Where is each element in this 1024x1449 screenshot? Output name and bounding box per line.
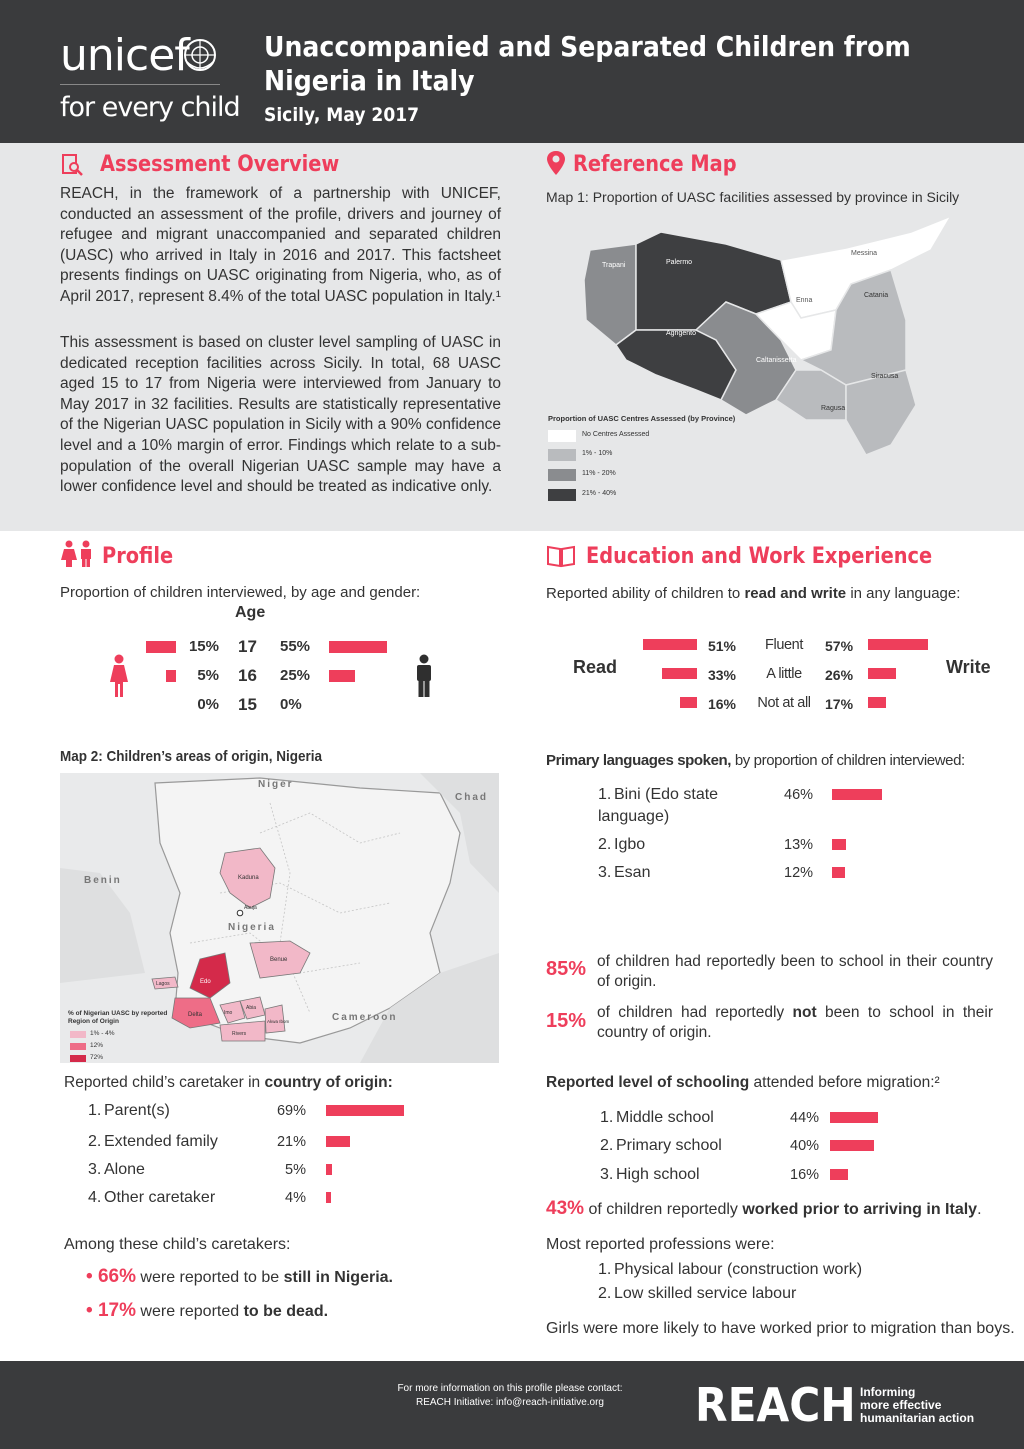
write-pct: 17% <box>825 696 854 712</box>
overview-paragraph-2: This assessment is based on cluster level sampling of UASC in dedicated reception facilities across Sicily. In total, 68 UASC aged 15 to 17 from Nigeria were interviewed from January to May 2017 in 32 facilities. Results are statistically representative of the Nigerian UASC population in Sicily with a 90% confidence level and a 10% margin of error. Findings which relate to a sub-population of the overall Nigerian UASC sample may have a lower confidence level and should be treated as indicative only. <box>60 334 501 496</box>
caretaker-bar <box>326 1136 350 1147</box>
lang-caption-plain: by proportion of children interviewed: <box>731 752 965 769</box>
caretaker-pct: 21% <box>276 1134 306 1150</box>
schooling-label: Primary school <box>616 1137 722 1154</box>
female-bar <box>166 670 176 682</box>
level-caption-plain: attended before migration:² <box>749 1074 940 1091</box>
caretaker-pct: 4% <box>285 1190 306 1206</box>
label-agrigento: Agrigento <box>666 330 696 337</box>
legend-label-none: No Centres Assessed <box>582 431 650 438</box>
logo-divider <box>60 84 220 85</box>
map2-swatch-2 <box>70 1043 86 1050</box>
map2-swatch-1 <box>70 1031 86 1038</box>
legend-label-mid: 11% - 20% <box>582 470 616 477</box>
write-label: Write <box>946 657 991 677</box>
label-akwa-ibom: Akwa Ibom <box>267 1019 290 1024</box>
caretaker-pct: 5% <box>285 1162 306 1178</box>
unicef-tagline: for every child <box>60 92 240 123</box>
page-subtitle: Sicily, May 2017 <box>264 104 420 126</box>
read-pct: 51% <box>707 638 736 654</box>
male-icon <box>413 654 435 698</box>
languages-caption <box>546 752 965 769</box>
overview-title: Assessment Overview <box>100 152 340 177</box>
female-pct: 15% <box>188 638 219 655</box>
label-nigeria: Nigeria <box>228 922 276 933</box>
bullet-2-bold: to be dead. <box>243 1303 329 1320</box>
legend-swatch-mid <box>548 469 576 481</box>
label-enna: Enna <box>796 297 813 304</box>
female-icon <box>108 654 130 698</box>
caretaker-bullet-2: • 17% were reported to be dead. <box>86 1300 329 1321</box>
label-niger: Niger <box>258 779 294 790</box>
write-pct: 57% <box>825 638 854 654</box>
language-bar <box>832 789 882 800</box>
caretaker-rank: 1. <box>88 1102 102 1119</box>
label-benin: Benin <box>84 875 122 886</box>
open-book-icon <box>546 544 576 568</box>
schooling-bar <box>830 1169 848 1180</box>
language-label: Esan <box>614 864 651 881</box>
label-edo: Edo <box>200 979 211 985</box>
label-catania: Catania <box>864 292 889 299</box>
rw-caption-end: in any language: <box>846 585 961 602</box>
label-chad: Chad <box>455 792 488 803</box>
label-lagos: Lagos <box>156 981 170 987</box>
literacy-level: Not at all <box>757 695 811 711</box>
caretaker-label: Extended family <box>104 1133 218 1150</box>
schooling-rank: 2. <box>600 1137 614 1154</box>
school-no-bold: not <box>792 1004 817 1021</box>
map2-caption: Map 2: Children’s areas of origin, Nigeria <box>60 748 323 765</box>
language-pct: 13% <box>784 837 814 853</box>
unicef-logo-word: unicef <box>60 30 189 81</box>
label-messina: Messina <box>851 250 878 257</box>
province-siracusa <box>846 370 916 455</box>
language-pct: 46% <box>784 787 814 803</box>
schooling-bar <box>830 1140 874 1151</box>
language-bar <box>832 867 845 878</box>
school-no-text <box>597 1003 993 1043</box>
caretaker-caption-plain: Reported child’s caretaker in <box>64 1074 265 1091</box>
read-write-caption <box>546 585 960 602</box>
refmap-legend-title: Proportion of UASC Centres Assessed (by Province) <box>548 414 736 423</box>
male-pct: 0% <box>280 696 302 713</box>
label-palermo: Palermo <box>666 259 693 266</box>
school-no-a: of children had reportedly <box>597 1004 793 1021</box>
map2-legend-1: 1% - 4% <box>90 1030 115 1037</box>
label-rivers: Rivers <box>232 1031 247 1037</box>
magnifier-document-icon <box>60 153 84 177</box>
read-pct: 16% <box>707 696 736 712</box>
profession-label: Physical labour (construction work) <box>614 1261 863 1278</box>
caretaker-rank: 2. <box>88 1133 102 1150</box>
schooling-label: High school <box>616 1166 700 1183</box>
tagline-1: Informing <box>860 1385 916 1399</box>
language-label: Igbo <box>614 836 646 853</box>
legend-label-high: 21% - 40% <box>582 490 617 497</box>
school-yes-pct: 85% <box>546 958 587 980</box>
label-abia: Abia <box>246 1005 257 1011</box>
write-bar <box>868 639 928 650</box>
footer-contact-2: REACH Initiative: info@reach-initiative.org <box>415 1397 604 1408</box>
caretaker-bar <box>326 1105 404 1116</box>
read-label: Read <box>573 657 618 677</box>
rw-caption-plain: Reported ability of children to <box>546 585 745 602</box>
map2-legend-2: 12% <box>90 1042 104 1049</box>
bullet-1-text: were reported to be <box>140 1269 284 1286</box>
bullet-1-bold: still in Nigeria. <box>283 1269 393 1286</box>
language-label: Bini (Edo state <box>614 786 719 803</box>
caretaker-pct: 69% <box>276 1103 306 1119</box>
legend-swatch-none <box>548 430 576 442</box>
people-icon <box>60 540 96 568</box>
page-title: Unaccompanied and Separated Children from Nigeria in Italy <box>264 30 911 97</box>
label-imo: Imo <box>224 1010 233 1016</box>
girls-note: Girls were more likely to have worked prior to migration than boys. <box>546 1320 1015 1337</box>
label-delta: Delta <box>188 1012 203 1018</box>
write-bar <box>868 697 886 708</box>
schooling-pct: 40% <box>790 1138 820 1154</box>
caretaker-label: Other caretaker <box>104 1189 216 1206</box>
age-header: Age <box>235 604 266 621</box>
male-bar <box>329 670 355 682</box>
level-caption-bold: Reported level of schooling <box>546 1074 750 1091</box>
reach-logo: REACH <box>695 1378 856 1432</box>
refmap-caption: Map 1: Proportion of UASC facilities assessed by province in Sicily <box>546 189 960 205</box>
write-pct: 26% <box>825 667 854 683</box>
female-bar <box>146 641 176 653</box>
schooling-caption <box>546 1074 940 1092</box>
caretaker-rank: 4. <box>88 1189 102 1206</box>
tagline-3: humanitarian action <box>860 1411 975 1425</box>
professions-caption: Most reported professions were: <box>546 1236 775 1253</box>
label-abuja: Abuja <box>244 905 257 911</box>
worked-end: . <box>977 1201 982 1218</box>
refmap-title: Reference Map <box>573 152 737 177</box>
language-label-cont: language) <box>598 808 670 825</box>
bullet-2-text: were reported <box>140 1303 244 1320</box>
province-trapani <box>584 244 636 345</box>
reach-tagline <box>860 1386 974 1425</box>
female-pct: 5% <box>197 667 219 684</box>
schooling-rank: 3. <box>600 1166 614 1183</box>
map2-legend-3: 72% <box>90 1054 104 1061</box>
label-trapani: Trapani <box>602 262 626 269</box>
legend-swatch-low <box>548 449 576 461</box>
tagline-2: more effective <box>860 1398 942 1412</box>
age-value: 17 <box>238 637 257 656</box>
schooling-pct: 44% <box>790 1110 820 1126</box>
caretaker-caption-bold: country of origin: <box>264 1074 393 1091</box>
profession-rank: 1. <box>598 1261 612 1278</box>
caretaker-rank: 3. <box>88 1161 102 1178</box>
read-bar <box>680 697 697 708</box>
schooling-label: Middle school <box>616 1109 714 1126</box>
male-pct: 25% <box>280 667 311 684</box>
caretaker-among: Among these child’s caretakers: <box>64 1236 291 1253</box>
label-benue: Benue <box>270 957 288 963</box>
label-ragusa: Ragusa <box>821 405 846 412</box>
male-bar <box>329 641 387 653</box>
language-rank: 2. <box>598 836 612 853</box>
label-caltanissetta: Caltanissetta <box>756 357 797 364</box>
school-yes-text: of children had reportedly been to school in their country of origin. <box>597 953 993 990</box>
language-rank: 3. <box>598 864 612 881</box>
footer-contact-1: For more information on this profile please contact: <box>397 1383 623 1394</box>
map2-swatch-3 <box>70 1055 86 1062</box>
map-pin-icon <box>546 150 566 176</box>
rw-caption-bold: read and write <box>744 585 847 602</box>
worked-plain: of children reportedly <box>588 1201 743 1218</box>
profile-title: Profile <box>102 544 174 569</box>
age-value: 16 <box>238 666 257 685</box>
schooling-rank: 1. <box>600 1109 614 1126</box>
map2-legend-title: % of Nigerian UASC by reported Region of Origin <box>68 1010 168 1025</box>
profession-rank: 2. <box>598 1285 612 1302</box>
label-siracusa: Siracusa <box>871 373 899 380</box>
read-bar <box>662 668 697 679</box>
bullet-2-pct: 17% <box>97 1300 136 1321</box>
schooling-pct: 16% <box>790 1167 820 1183</box>
male-pct: 55% <box>280 638 311 655</box>
bullet-1-pct: 66% <box>97 1266 136 1287</box>
language-bar <box>832 839 846 850</box>
unicef-globe-icon <box>180 35 220 75</box>
legend-label-low: 1% - 10% <box>582 450 613 457</box>
school-no-b: been to school in their country of origin. <box>597 1004 993 1041</box>
worked-bold: worked prior to arriving in Italy <box>742 1201 978 1218</box>
caretaker-caption <box>64 1074 393 1092</box>
education-title: Education and Work Experience <box>586 544 933 569</box>
read-bar <box>643 639 697 650</box>
female-pct: 0% <box>197 696 219 713</box>
worked-pct: 43% <box>546 1198 585 1219</box>
school-no-pct: 15% <box>546 1010 587 1032</box>
lang-caption-bold: Primary languages spoken, <box>546 752 732 769</box>
caretaker-label: Alone <box>104 1161 145 1178</box>
language-pct: 12% <box>784 865 814 881</box>
label-kaduna: Kaduna <box>238 875 259 881</box>
literacy-level: A little <box>766 666 802 682</box>
overview-paragraph-1: REACH, in the framework of a partnership with UNICEF, conducted an assessment of the profile, drivers and journey of refugee and migrant unaccompanied and separated children (UASC) who arrived in Italy in 2016 and 2017. This factsheet presents findings on UASC originating from Nigeria, who, as of April 2017, represent 8.4% of the total UASC population in Italy.¹ <box>60 185 501 305</box>
caretaker-bar <box>326 1192 331 1203</box>
worked-line <box>546 1198 982 1220</box>
language-rank: 1. <box>598 786 612 803</box>
schooling-bar <box>830 1112 878 1123</box>
read-pct: 33% <box>707 667 736 683</box>
caretaker-bar <box>326 1164 332 1175</box>
profile-caption: Proportion of children interviewed, by age and gender: <box>60 584 421 601</box>
literacy-level: Fluent <box>765 637 803 653</box>
age-value: 15 <box>238 695 257 714</box>
caretaker-bullet-1: • 66% were reported to be still in Nigeria. <box>86 1266 393 1287</box>
label-cameroon: Cameroon <box>332 1012 398 1023</box>
legend-swatch-high <box>548 489 576 501</box>
write-bar <box>868 668 896 679</box>
caretaker-label: Parent(s) <box>104 1102 170 1119</box>
profession-label: Low skilled service labour <box>614 1285 797 1302</box>
